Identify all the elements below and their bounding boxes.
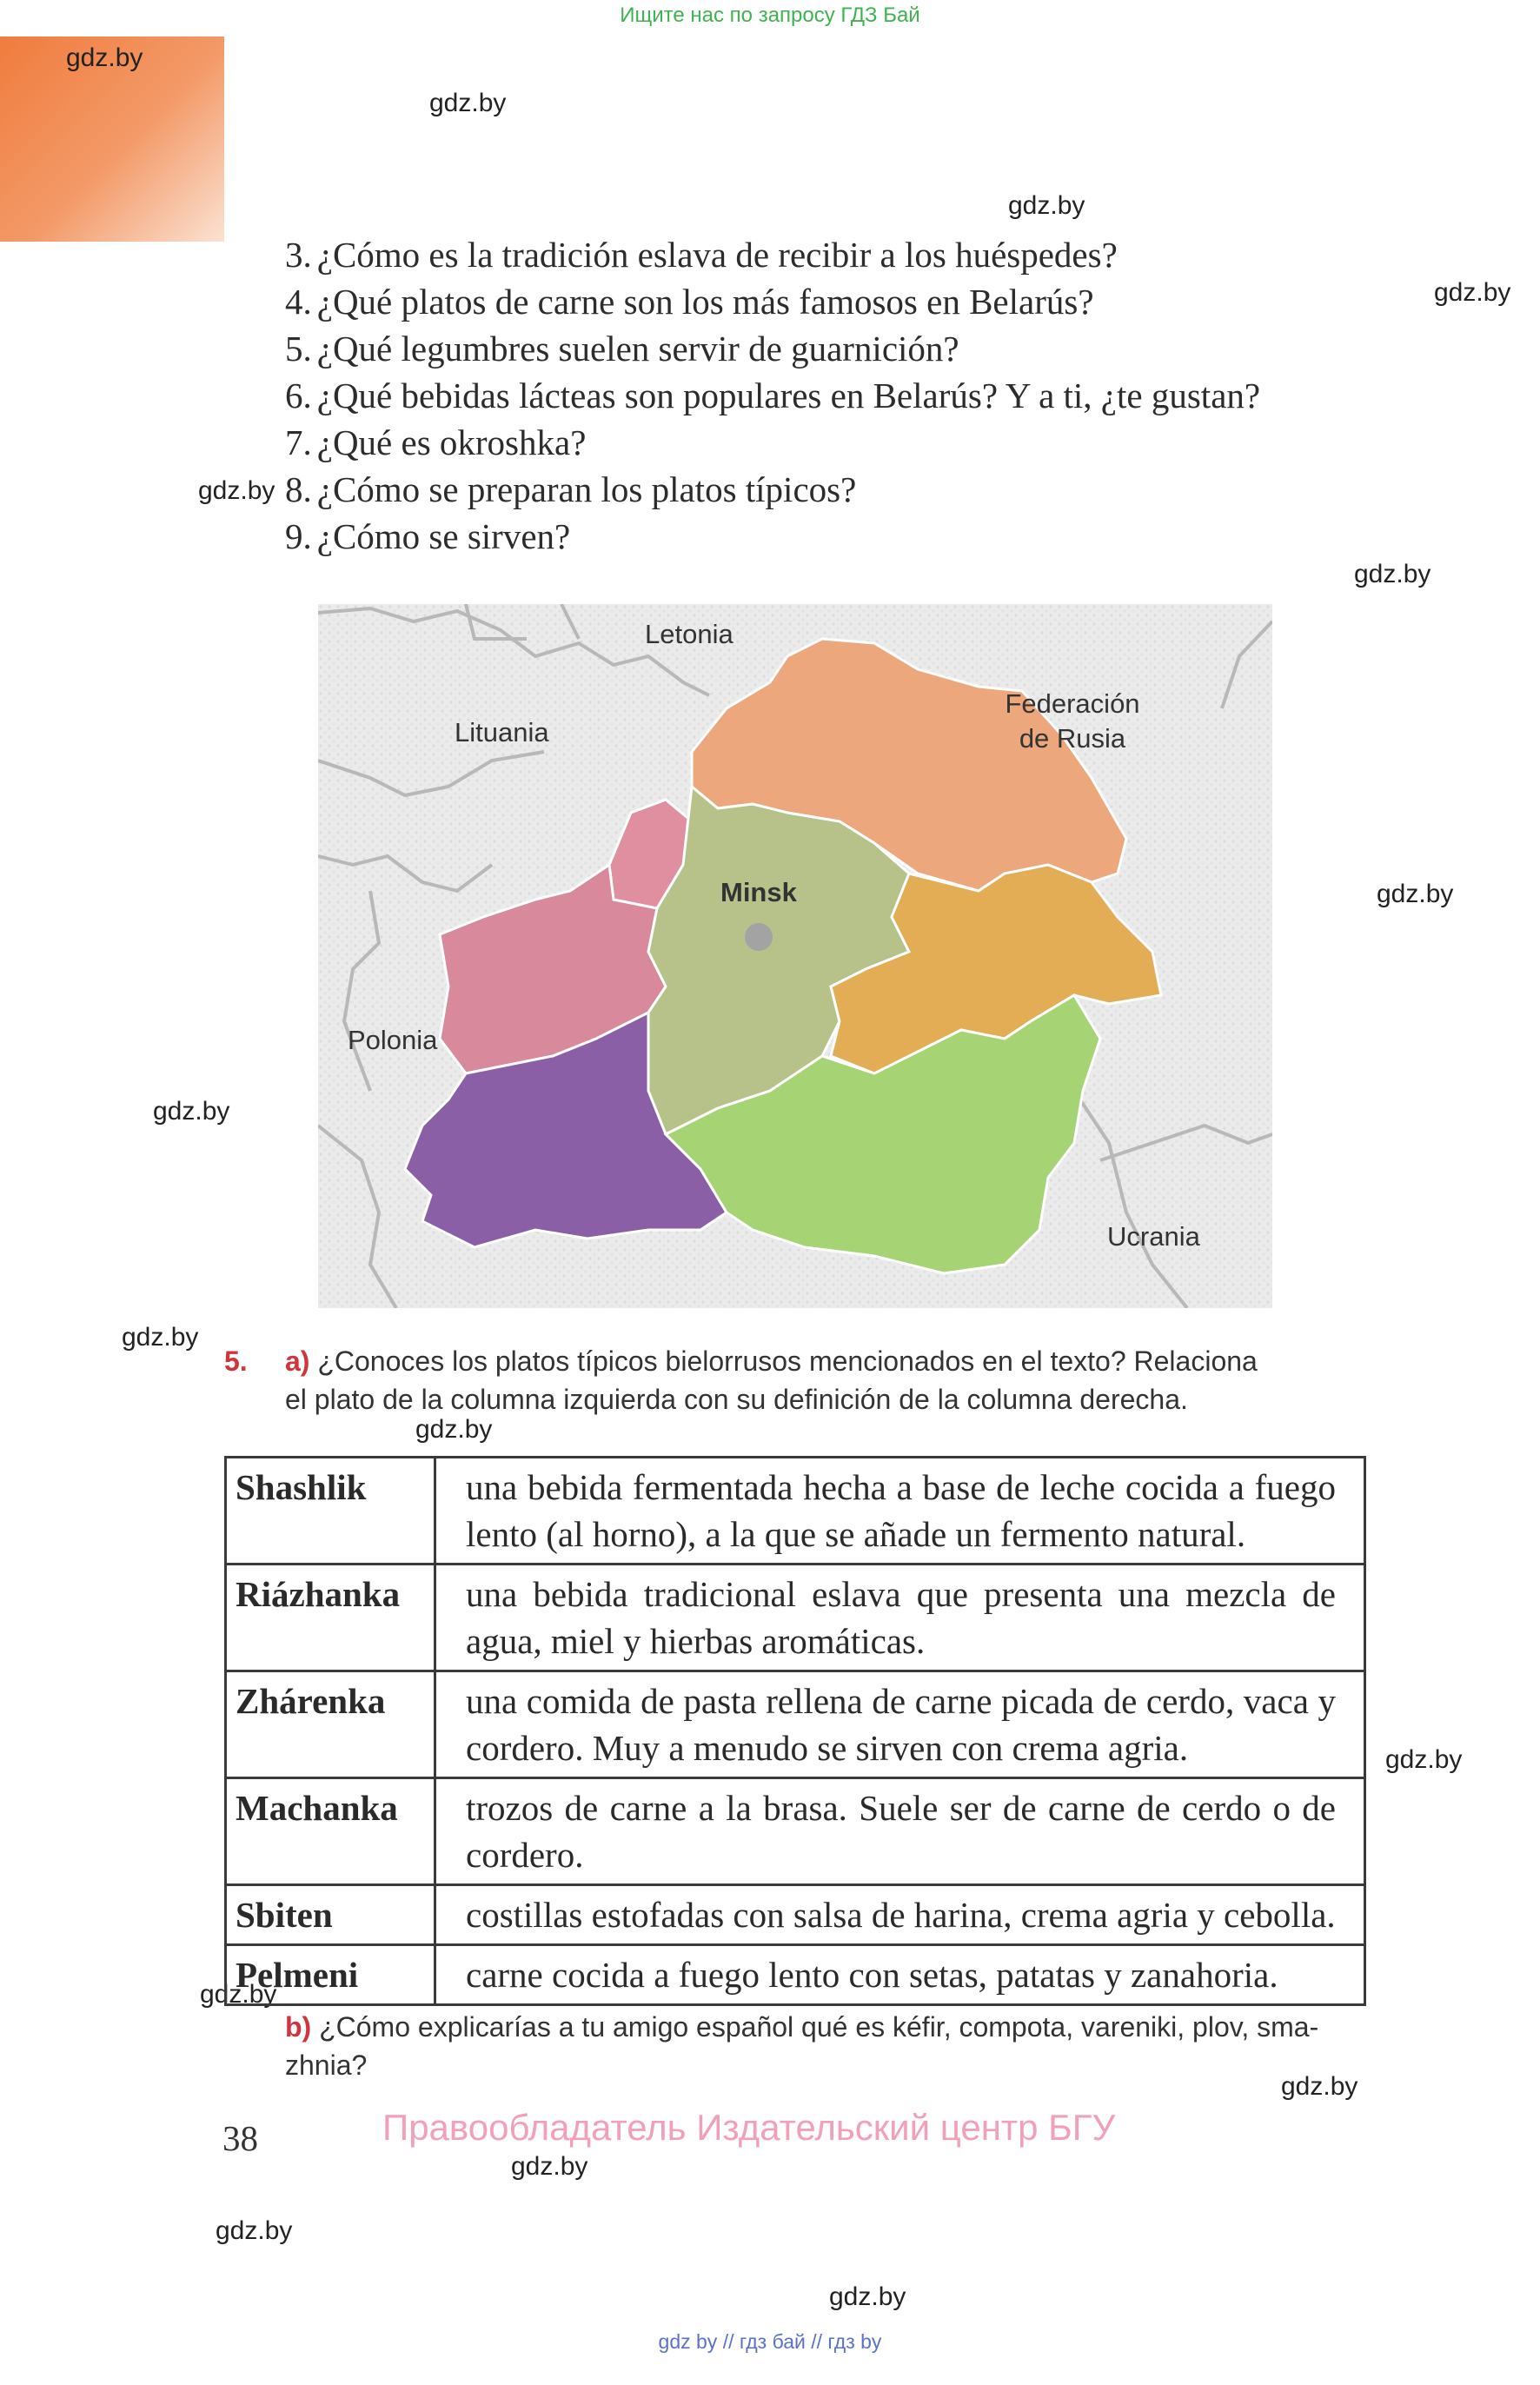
watermark: gdz.by: [66, 43, 143, 72]
watermark: gdz.by: [415, 1415, 493, 1444]
label-minsk: Minsk: [720, 877, 797, 907]
dish-definition: una bebida tradicional eslava que presenta una mezcla de agua, miel y hierbas aromáticas.: [435, 1565, 1365, 1671]
question-item: 7. ¿Qué es okroshka?: [285, 422, 587, 462]
watermark: gdz.by: [1385, 1745, 1463, 1774]
part-a-line1: ¿Conoces los platos típicos bielorrusos mencionados en el texto? Relaciona: [317, 1345, 1258, 1377]
exercise-5b-instructions: [224, 2008, 1371, 2084]
question-item: 8. ¿Cómo se preparan los platos típicos?: [285, 469, 857, 509]
watermark: gdz.by: [153, 1097, 230, 1126]
table-row: [226, 1945, 1365, 2005]
watermark: gdz.by: [216, 2216, 293, 2245]
question-item: 6. ¿Qué bebidas lácteas son populares en Belarús? Y a ti, ¿te gustan?: [285, 375, 1261, 415]
watermark: gdz.by: [122, 1323, 199, 1352]
label-poland: Polonia: [348, 1025, 438, 1055]
exercise-number: 5.: [224, 1345, 248, 1377]
watermark: gdz.by: [429, 89, 507, 117]
table-row: [226, 1671, 1365, 1778]
dish-definition: costillas estofadas con salsa de harina, crema agria y cebolla.: [435, 1885, 1365, 1945]
page-number: 38: [222, 2118, 258, 2158]
question-item: 9. ¿Cómo se sirven?: [285, 516, 571, 556]
dish-name: Riázhanka: [226, 1565, 435, 1671]
label-lithuania: Lituania: [455, 717, 549, 747]
dish-definition: una bebida fermentada hecha a base de leche cocida a fuego lento (al horno), a la que se añade un fermento natural.: [435, 1458, 1365, 1565]
rights-holder: Правообладатель Издательский центр БГУ: [382, 2107, 1116, 2148]
watermark: gdz.by: [1434, 278, 1511, 307]
dish-name: Pelmeni: [226, 1945, 435, 2005]
matching-table: [224, 1456, 1366, 2006]
watermark: gdz.by: [1354, 560, 1431, 588]
watermark: gdz.by: [1281, 2072, 1358, 2101]
dish-definition: carne cocida a fuego lento con setas, patatas y zanahoria.: [435, 1945, 1365, 2005]
label-latvia: Letonia: [645, 619, 733, 649]
part-a-line2: el plato de la columna izquierda con su definición de la columna derecha.: [285, 1384, 1188, 1415]
table-row: [226, 1885, 1365, 1945]
part-b-label: b): [285, 2011, 312, 2043]
watermark: gdz.by: [511, 2152, 588, 2181]
bottom-banner: gdz by // гдз бай // гдз by: [658, 2330, 882, 2353]
watermark: gdz.by: [1008, 191, 1085, 220]
watermark: gdz.by: [1377, 880, 1454, 908]
belarus-regions-map: [318, 604, 1272, 1308]
top-banner: Ищите нас по запросу ГДЗ Бай: [620, 3, 920, 27]
watermark: gdz.by: [200, 1980, 277, 2009]
dish-name: Zhárenka: [226, 1671, 435, 1778]
label-russia-line1: Federación: [1005, 688, 1140, 719]
exercise-5-instructions: [224, 1342, 1371, 1418]
dish-definition: trozos de carne a la brasa. Suele ser de carne de cerdo o de cordero.: [435, 1778, 1365, 1885]
dish-definition: una comida de pasta rellena de carne picada de cerdo, vaca y cordero. Muy a menudo se sirven con crema agria.: [435, 1671, 1365, 1778]
table-row: [226, 1458, 1365, 1565]
watermark: gdz.by: [198, 476, 275, 505]
part-a-label: a): [285, 1345, 310, 1377]
question-item: 3. ¿Cómo es la tradición eslava de recibir a los huéspedes?: [285, 235, 1118, 275]
part-b-line1: ¿Cómo explicarías a tu amigo español qué es kéfir, compota, vareniki, plov, sma-: [319, 2011, 1319, 2043]
question-item: 5. ¿Qué legumbres suelen servir de guarnición?: [285, 329, 959, 369]
minsk-capital-dot: [745, 923, 773, 951]
part-b-line2: zhnia?: [285, 2050, 368, 2081]
table-row: [226, 1778, 1365, 1885]
label-ukraine: Ucrania: [1107, 1221, 1200, 1252]
table-row: [226, 1565, 1365, 1671]
dish-name: Sbiten: [226, 1885, 435, 1945]
question-item: 4. ¿Qué platos de carne son los más famosos en Belarús?: [285, 282, 1094, 322]
dish-name: Shashlik: [226, 1458, 435, 1565]
watermark: gdz.by: [829, 2282, 906, 2311]
dish-name: Machanka: [226, 1778, 435, 1885]
label-russia-line2: de Rusia: [1019, 723, 1126, 754]
